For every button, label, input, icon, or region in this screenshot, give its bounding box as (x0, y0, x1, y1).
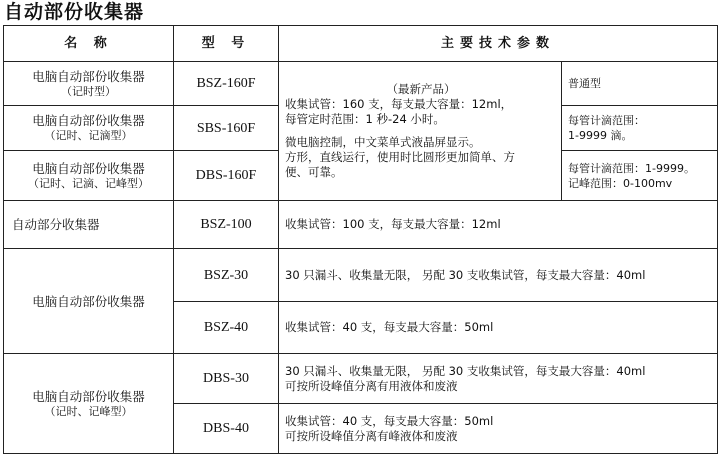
specs-cell: 收集试管：100 支，每支最大容量：12ml (279, 201, 718, 249)
spec-line: 每管定时范围：1 秒-24 小时。 (285, 112, 445, 126)
spec-line: 收集试管：160 支，每支最大容量：12ml， (285, 97, 513, 111)
product-name-cell: 电脑自动部份收集器 (4, 249, 174, 354)
product-table (3, 25, 718, 454)
product-name: 电脑自动部份收集器 (32, 160, 145, 176)
product-subtype: （记时、记滴型） (44, 129, 133, 142)
product-name: 电脑自动部份收集器 (32, 113, 145, 128)
model-cell: BSZ-40 (174, 302, 279, 354)
table-row (4, 201, 718, 249)
spec-line: （最新产品） (386, 82, 456, 96)
spec-line: 可按所设峰值分离有用液体和废液 (285, 378, 458, 393)
note-line: 记峰范围：0-100mv (568, 176, 673, 190)
note-line: 每管计滴范围：1-9999。 (568, 161, 695, 175)
product-subtype: （记时、记峰型） (44, 404, 133, 418)
spec-line: 30 只漏斗、收集量无限， 另配 30 支收集试管，每支最大容量：40ml (285, 363, 646, 378)
table-row (4, 249, 718, 302)
note-line: 1-9999 滴。 (568, 129, 633, 142)
product-name: 电脑自动部份收集器 (32, 68, 145, 84)
product-name-cell (4, 106, 174, 151)
note-cell (562, 151, 718, 201)
specs-cell: 收集试管：40 支，每支最大容量：50ml (279, 302, 718, 354)
product-name-cell: 自动部分收集器 (4, 201, 174, 249)
header-model: 型 号 (174, 26, 279, 62)
specs-cell (279, 404, 718, 454)
spec-line: 可按所设峰值分离有峰液体和废液 (285, 428, 458, 443)
spec-line: 收集试管：40 支，每支最大容量：50ml (285, 413, 494, 428)
note-cell: 普通型 (562, 62, 718, 106)
spec-line: 微电脑控制，中文菜单式液晶屏显示。 (285, 135, 481, 149)
table-header-row (4, 26, 718, 62)
product-name-cell (4, 151, 174, 201)
spec-line: 便、可靠。 (285, 165, 343, 179)
table-row (4, 354, 718, 404)
specs-cell (279, 354, 718, 404)
model-cell: BSZ-30 (174, 249, 279, 302)
model-cell: SBS-160F (174, 106, 279, 151)
header-name: 名 称 (4, 26, 174, 62)
model-cell: BSZ-100 (174, 201, 279, 249)
model-cell: DBS-30 (174, 354, 279, 404)
specs-cell: 30 只漏斗、收集量无限， 另配 30 支收集试管，每支最大容量：40ml (279, 249, 718, 302)
model-cell: BSZ-160F (174, 62, 279, 106)
table-row (4, 62, 718, 106)
product-name: 电脑自动部份收集器 (32, 388, 145, 404)
note-cell (562, 106, 718, 151)
note-line: 每管计滴范围： (568, 114, 645, 127)
model-cell: DBS-40 (174, 404, 279, 454)
header-specs: 主要技术参数 (279, 26, 718, 62)
page-title: 自动部份收集器 (4, 1, 145, 23)
product-subtype: （记时型） (61, 84, 116, 98)
product-name-cell (4, 354, 174, 454)
spec-line: 方形，直线运行，使用时比圆形更加简单、方 (285, 150, 515, 164)
model-cell: DBS-160F (174, 151, 279, 201)
shared-specs-cell (279, 62, 562, 201)
product-name-cell (4, 62, 174, 106)
product-subtype: （记时、记滴、记峰型） (28, 176, 149, 190)
